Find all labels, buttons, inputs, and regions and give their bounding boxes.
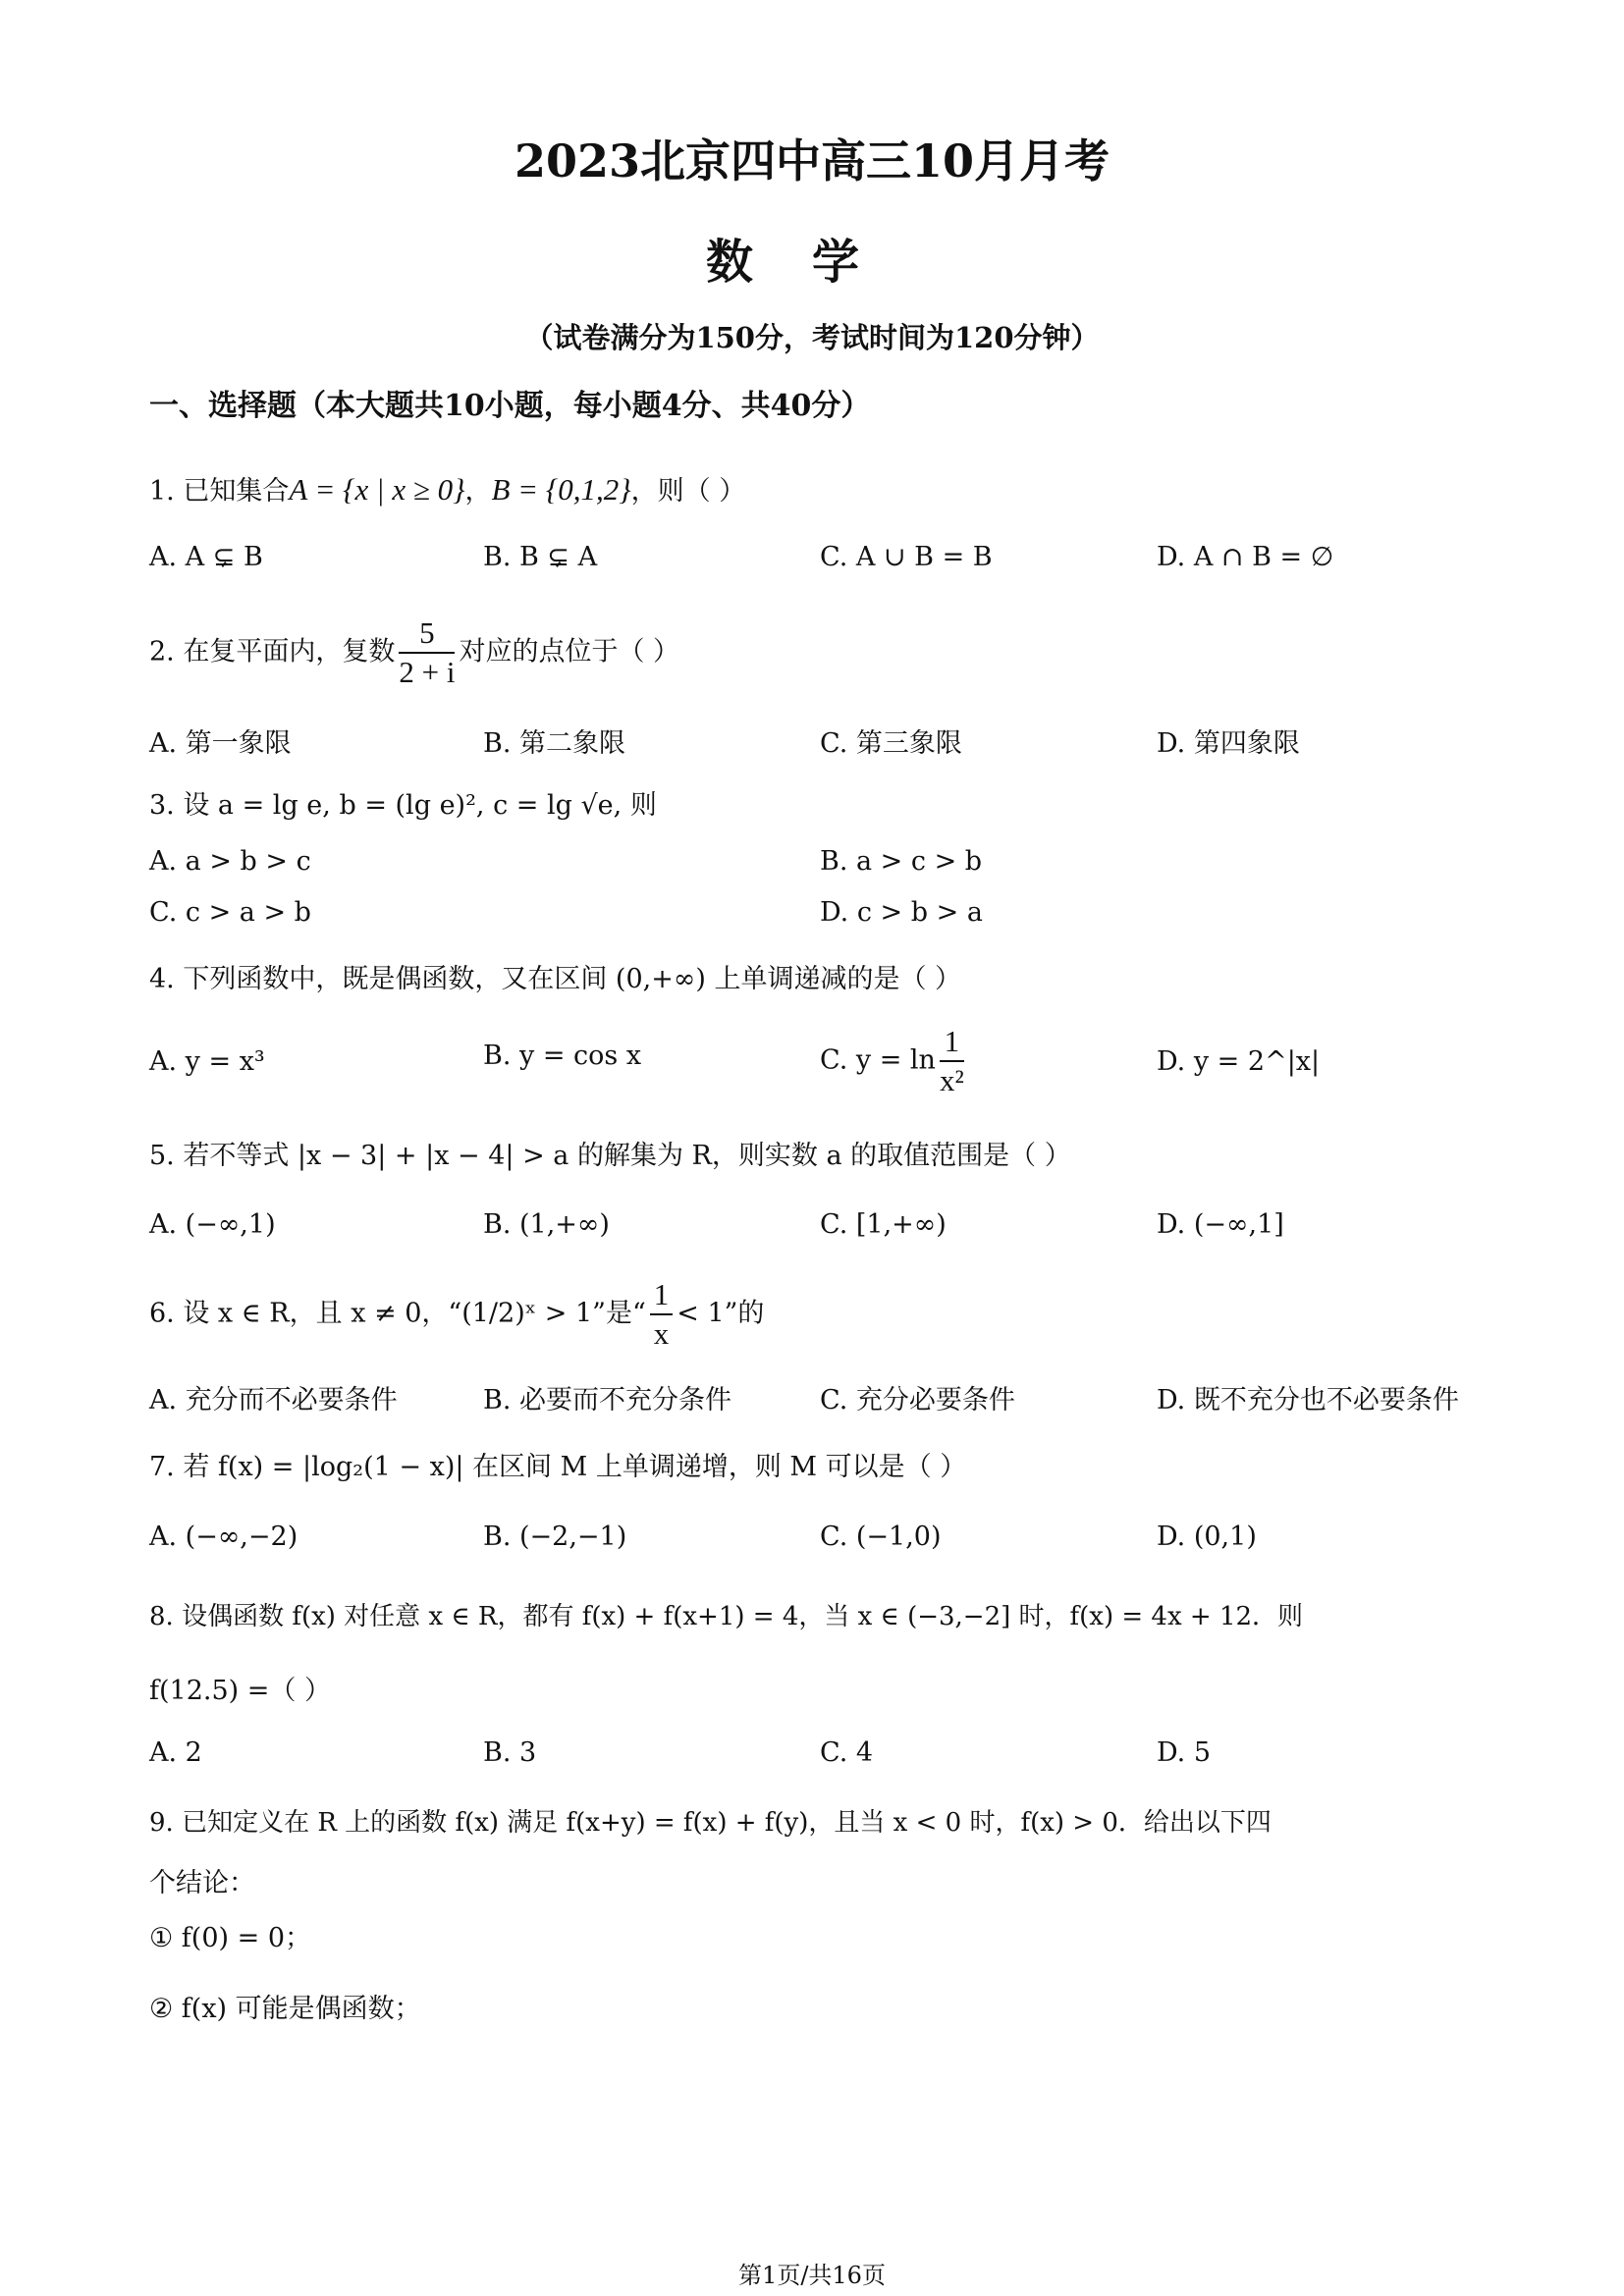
q4-option-a: A. y = x³ <box>149 1046 265 1077</box>
question-9-item-2: ② f(x) 可能是偶函数； <box>149 1994 421 2024</box>
question-5-stem: 5. 若不等式 |x − 3| + |x − 4| > a 的解集为 R，则实数 a 的取值范围是（ ） <box>149 1141 1071 1171</box>
q2-option-c: C. 第三象限 <box>820 728 962 759</box>
q5-option-b: B. (1,+∞) <box>483 1209 610 1240</box>
subject-title: 数学 <box>705 235 918 290</box>
question-2-prefix: 2. 在复平面内，复数 <box>149 636 396 667</box>
fraction-denominator: 2 + i <box>399 655 456 689</box>
question-4-stem: 4. 下列函数中，既是偶函数，又在区间 (0,+∞) 上单调递减的是（ ） <box>149 964 962 994</box>
q3-option-b: B. a > c > b <box>820 846 983 877</box>
question-9-item-1: ① f(0) = 0； <box>149 1923 311 1953</box>
q7-option-a: A. (−∞,−2) <box>149 1522 298 1552</box>
section-heading: 一、选择题（本大题共10小题，每小题4分、共40分） <box>149 389 871 423</box>
question-8-stem-line2: f(12.5) =（ ） <box>149 1676 331 1706</box>
q1-option-a: A. A ⊊ B <box>149 542 263 572</box>
fraction <box>650 1276 674 1353</box>
q2-option-d: D. 第四象限 <box>1157 728 1300 759</box>
q2-option-a: A. 第一象限 <box>149 728 292 759</box>
fraction-numerator: 5 <box>399 614 455 654</box>
q5-option-d: D. (−∞,1] <box>1157 1209 1284 1240</box>
question-9-stem-line1: 9. 已知定义在 R 上的函数 f(x) 满足 f(x+y) = f(x) + f(y)，且当 x < 0 时，f(x) > 0．给出以下四 <box>149 1808 1272 1838</box>
question-9-stem-line2: 个结论： <box>149 1868 255 1898</box>
question-2-suffix: 对应的点位于（ ） <box>459 636 680 667</box>
fraction <box>940 1023 964 1099</box>
q7-option-d: D. (0,1) <box>1157 1522 1257 1552</box>
q3-option-a: A. a > b > c <box>149 846 311 877</box>
fraction <box>399 614 455 691</box>
q2-option-b: B. 第二象限 <box>483 728 626 759</box>
set-separator: ， <box>464 476 492 507</box>
q5-option-c: C. [1,+∞) <box>820 1209 947 1240</box>
question-1-stem <box>149 469 745 507</box>
q4-option-c-prefix: C. y = ln <box>820 1044 936 1076</box>
q6-option-c: C. 充分必要条件 <box>820 1385 1015 1415</box>
fraction-denominator: x <box>653 1316 670 1351</box>
q3-option-d: D. c > b > a <box>820 897 983 928</box>
page-footer: 第1页/共16页 <box>738 2262 886 2289</box>
q8-option-b: B. 3 <box>483 1737 537 1768</box>
exam-note: （试卷满分为150分，考试时间为120分钟） <box>524 321 1100 354</box>
question-3-stem: 3. 设 a = lg e, b = (lg e)², c = lg √e, 则 <box>149 790 657 821</box>
exam-title: 2023北京四中高三10月月考 <box>514 134 1110 187</box>
q4-option-c <box>820 1023 968 1099</box>
q7-option-b: B. (−2,−1) <box>483 1522 627 1552</box>
fraction-numerator: 1 <box>940 1023 964 1062</box>
fraction-denominator: x² <box>939 1063 964 1097</box>
q8-option-c: C. 4 <box>820 1737 874 1768</box>
question-1-suffix: ，则（ ） <box>630 476 746 507</box>
question-6-stem <box>149 1276 764 1353</box>
q8-option-d: D. 5 <box>1157 1737 1212 1768</box>
question-6-suffix: < 1”的 <box>677 1298 765 1329</box>
fraction-numerator: 1 <box>650 1276 674 1315</box>
q1-option-c: C. A ∪ B = B <box>820 542 993 572</box>
q1-option-b: B. B ⊊ A <box>483 542 598 572</box>
q6-option-a: A. 充分而不必要条件 <box>149 1385 398 1415</box>
question-8-stem-line1: 8. 设偶函数 f(x) 对任意 x ∈ R，都有 f(x) + f(x+1) = 4，当 x ∈ (−3,−2] 时，f(x) = 4x + 12．则 <box>149 1602 1304 1631</box>
q4-option-b: B. y = cos x <box>483 1041 642 1071</box>
q1-option-d: D. A ∩ B = ∅ <box>1157 542 1334 572</box>
question-2-stem <box>149 614 679 691</box>
set-b: B = {0,1,2} <box>491 472 631 507</box>
q5-option-a: A. (−∞,1) <box>149 1209 276 1240</box>
q6-option-b: B. 必要而不充分条件 <box>483 1385 732 1415</box>
q3-option-c: C. c > a > b <box>149 897 311 928</box>
q7-option-c: C. (−1,0) <box>820 1522 942 1552</box>
question-6-prefix: 6. 设 x ∈ R，且 x ≠ 0，“(1/2)ˣ > 1”是“ <box>149 1298 646 1329</box>
q8-option-a: A. 2 <box>149 1737 202 1768</box>
q4-option-d: D. y = 2^|x| <box>1157 1046 1321 1077</box>
question-7-stem: 7. 若 f(x) = |log₂(1 − x)| 在区间 M 上单调递增，则 M 可以是（ ） <box>149 1452 967 1482</box>
q6-option-d: D. 既不充分也不必要条件 <box>1157 1385 1459 1415</box>
question-1-prefix: 1. 已知集合 <box>149 476 290 507</box>
set-a: A = {x | x ≥ 0} <box>289 472 465 507</box>
